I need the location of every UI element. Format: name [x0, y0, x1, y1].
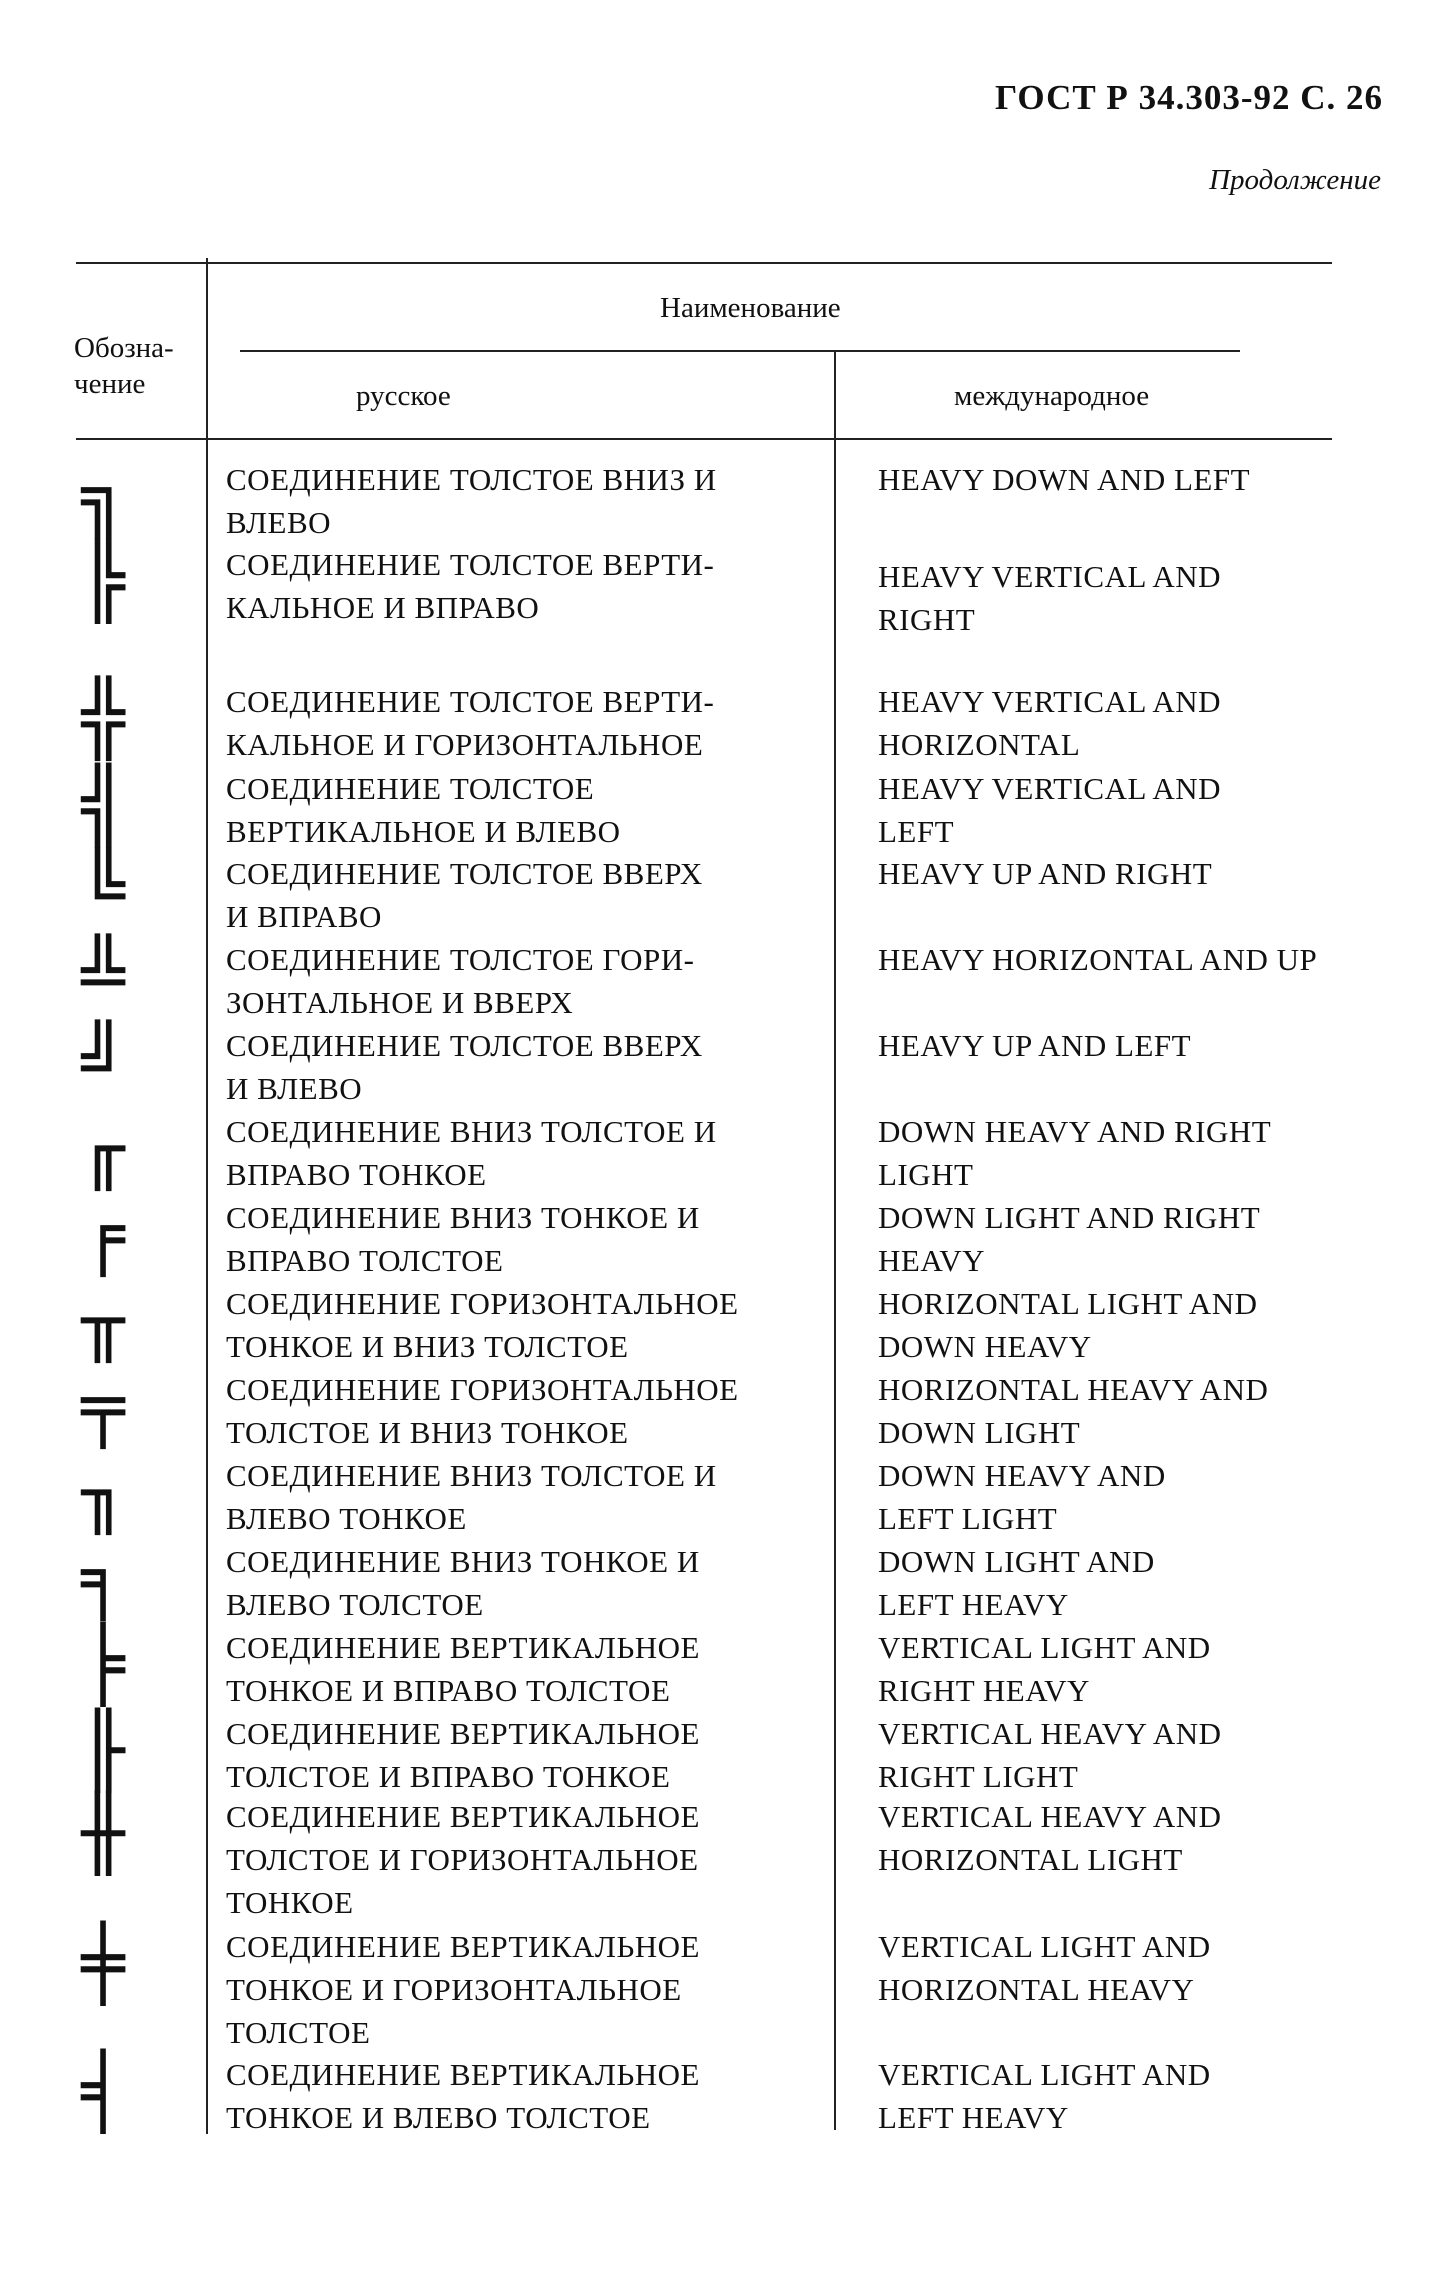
international-name: HEAVY HORIZONTAL AND UP	[878, 942, 1318, 977]
russian-name: СОЕДИНЕНИЕ ВНИЗ ТОЛСТОЕ И ВПРАВО ТОНКОЕ	[226, 1114, 717, 1192]
box-drawing-symbol: ╤	[81, 1364, 125, 1448]
international-name: DOWN HEAVY AND LEFT LIGHT	[878, 1458, 1166, 1536]
table-top-rule	[76, 262, 1332, 264]
box-drawing-symbol: ╓	[81, 1106, 125, 1190]
box-drawing-symbol: ╣	[81, 763, 125, 847]
international-name: VERTICAL HEAVY AND RIGHT LIGHT	[878, 1716, 1222, 1794]
russian-name: СОЕДИНЕНИЕ ГОРИЗОНТАЛЬНОЕ ТОЛСТОЕ И ВНИЗ ТОНКОЕ	[226, 1372, 739, 1450]
column-header-name: Наименование	[660, 292, 841, 324]
box-drawing-symbol: ╞	[81, 1622, 125, 1706]
box-drawing-symbol: ╡	[81, 2049, 125, 2133]
international-name: DOWN LIGHT AND LEFT HEAVY	[878, 1544, 1155, 1622]
box-drawing-symbol: ╪	[81, 1921, 125, 2005]
international-name: HORIZONTAL HEAVY AND DOWN LIGHT	[878, 1372, 1269, 1450]
russian-name: СОЕДИНЕНИЕ ТОЛСТОЕ ВЕРТИКАЛЬНОЕ И ВЛЕВО	[226, 771, 621, 849]
international-name: DOWN HEAVY AND RIGHT LIGHT	[878, 1114, 1272, 1192]
international-name: HEAVY VERTICAL AND HORIZONTAL	[878, 684, 1221, 762]
russian-name: СОЕДИНЕНИЕ ВЕРТИКАЛЬНОЕ ТОЛСТОЕ И ВПРАВО ТОНКОЕ	[226, 1716, 700, 1794]
column-header-international: международное	[954, 380, 1150, 412]
russian-name: СОЕДИНЕНИЕ ТОЛСТОЕ ВВЕРХ И ВЛЕВО	[226, 1028, 703, 1106]
international-name: HORIZONTAL LIGHT AND DOWN HEAVY	[878, 1286, 1258, 1364]
russian-name: СОЕДИНЕНИЕ ВНИЗ ТОНКОЕ И ВЛЕВО ТОЛСТОЕ	[226, 1544, 700, 1622]
russian-name: СОЕДИНЕНИЕ ВЕРТИКАЛЬНОЕ ТОНКОЕ И ВПРАВО ТОЛСТОЕ	[226, 1630, 700, 1708]
international-name: HEAVY UP AND LEFT	[878, 1028, 1192, 1063]
russian-name: СОЕДИНЕНИЕ ГОРИЗОНТАЛЬНОЕ ТОНКОЕ И ВНИЗ ТОЛСТОЕ	[226, 1286, 739, 1364]
box-drawing-symbol: ╗	[81, 454, 125, 538]
box-drawing-symbol: ╥	[81, 1278, 125, 1362]
international-name: DOWN LIGHT AND RIGHT HEAVY	[878, 1200, 1261, 1278]
name-subheader-rule	[240, 350, 1240, 352]
box-drawing-symbol: ╖	[81, 1450, 125, 1534]
box-drawing-symbol: ╒	[81, 1192, 125, 1276]
page-header: ГОСТ Р 34.303-92 С. 26	[995, 78, 1383, 117]
international-name: HEAVY VERTICAL AND LEFT	[878, 771, 1221, 849]
international-name: VERTICAL HEAVY AND HORIZONTAL LIGHT	[878, 1799, 1222, 1877]
russian-name: СОЕДИНЕНИЕ ТОЛСТОЕ ВНИЗ И ВЛЕВО	[226, 462, 717, 540]
international-name: VERTICAL LIGHT AND LEFT HEAVY	[878, 2057, 1211, 2135]
continuation-label: Продолжение	[1209, 164, 1381, 196]
international-name: HEAVY DOWN AND LEFT	[878, 462, 1251, 497]
box-drawing-symbol: ╟	[81, 1708, 125, 1792]
russian-name: СОЕДИНЕНИЕ ВНИЗ ТОНКОЕ И ВПРАВО ТОЛСТОЕ	[226, 1200, 700, 1278]
international-name: VERTICAL LIGHT AND HORIZONTAL HEAVY	[878, 1929, 1211, 2007]
designation-column-rule	[206, 258, 208, 2134]
box-drawing-symbol: ╕	[81, 1536, 125, 1620]
russian-name: СОЕДИНЕНИЕ ВЕРТИКАЛЬНОЕ ТОЛСТОЕ И ГОРИЗОНТАЛЬНОЕ ТОНКОЕ	[226, 1799, 700, 1920]
international-name: VERTICAL LIGHT AND RIGHT HEAVY	[878, 1630, 1211, 1708]
international-name: HEAVY VERTICAL AND RIGHT	[878, 559, 1221, 637]
box-drawing-symbol: ╫	[81, 1791, 125, 1875]
russian-name: СОЕДИНЕНИЕ ТОЛСТОЕ ВЕРТИ- КАЛЬНОЕ И ГОРИЗОНТАЛЬНОЕ	[226, 684, 715, 762]
international-name: HEAVY UP AND RIGHT	[878, 856, 1213, 891]
column-header-russian: русское	[356, 380, 451, 412]
box-drawing-symbol: ╝	[81, 1020, 125, 1104]
box-drawing-symbol: ╩	[81, 934, 125, 1018]
russian-name: СОЕДИНЕНИЕ ВНИЗ ТОЛСТОЕ И ВЛЕВО ТОНКОЕ	[226, 1458, 717, 1536]
russian-name: СОЕДИНЕНИЕ ТОЛСТОЕ ВВЕРХ И ВПРАВО	[226, 856, 703, 934]
russian-name: СОЕДИНЕНИЕ ТОЛСТОЕ ВЕРТИ- КАЛЬНОЕ И ВПРАВО	[226, 547, 715, 625]
box-drawing-symbol: ╚	[81, 848, 125, 932]
column-header-designation: Обозна- чение	[74, 332, 174, 400]
box-drawing-symbol: ╠	[81, 539, 125, 623]
russian-name: СОЕДИНЕНИЕ ВЕРТИКАЛЬНОЕ ТОНКОЕ И ВЛЕВО ТОЛСТОЕ	[226, 2057, 700, 2135]
russian-name: СОЕДИНЕНИЕ ВЕРТИКАЛЬНОЕ ТОНКОЕ И ГОРИЗОНТАЛЬНОЕ ТОЛСТОЕ	[226, 1929, 700, 2050]
russian-name: СОЕДИНЕНИЕ ТОЛСТОЕ ГОРИ- ЗОНТАЛЬНОЕ И ВВЕРХ	[226, 942, 695, 1020]
box-drawing-symbol: ╬	[81, 676, 125, 760]
header-bottom-rule	[76, 438, 1332, 440]
